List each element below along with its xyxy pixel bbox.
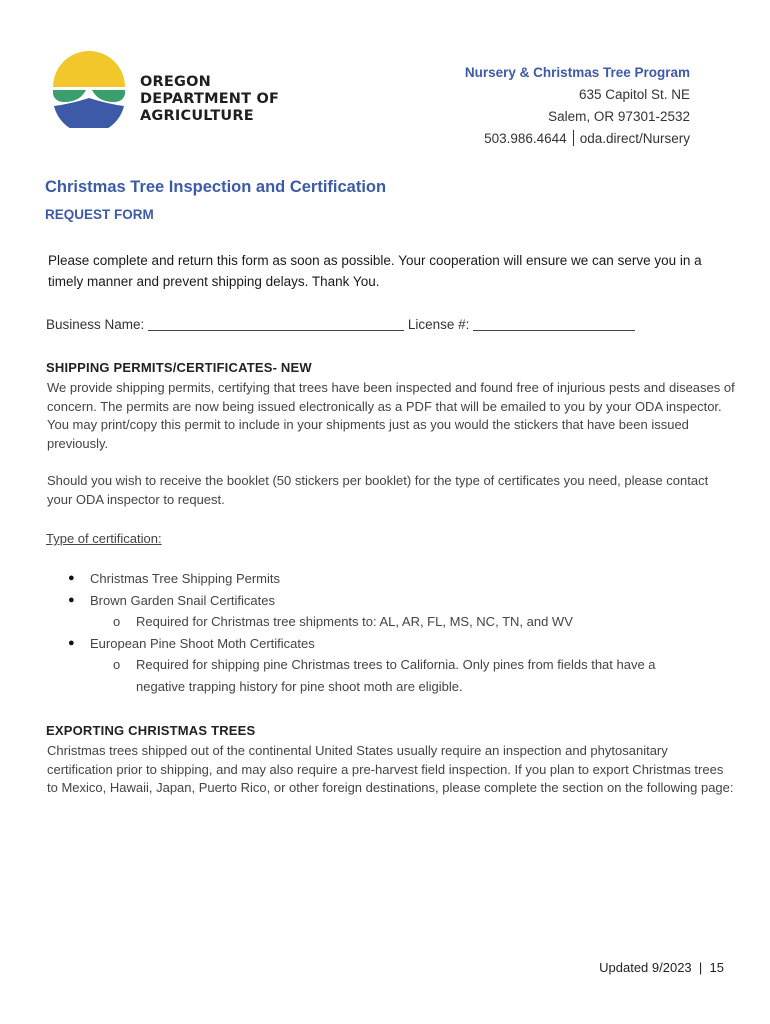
- logo-line-3: AGRICULTURE: [140, 108, 254, 124]
- shipping-paragraph-2: Should you wish to receive the booklet (50 stickers per booklet) for the type of certificates you need, please contact your ODA inspector to request.: [47, 473, 709, 507]
- city-address: Salem, OR 97301-2532: [548, 109, 690, 124]
- business-name-field[interactable]: [148, 316, 404, 331]
- bullet-icon: ●: [68, 572, 75, 584]
- intro-paragraph: Please complete and return this form as soon as possible. Your cooperation will ensure we can serve you in a timely manner and prevent shipping delays. Thank You.: [48, 253, 702, 289]
- page-number: 15: [709, 960, 724, 975]
- bullet-icon: ●: [68, 593, 75, 606]
- sub-list-item-label: negative trapping history for pine shoot moth are eligible.: [136, 678, 463, 694]
- list-item-label: Christmas Tree Shipping Permits: [90, 571, 281, 586]
- form-subtitle: REQUEST FORM: [45, 207, 154, 222]
- logo-wordmark: [140, 74, 279, 125]
- list-item-label: European Pine Shoot Moth Certificates: [90, 635, 315, 651]
- certification-type-label: Type of certification:: [46, 531, 162, 546]
- sub-list-item-label: Required for shipping pine Christmas trees to California. Only pines from fields that have a: [136, 657, 656, 672]
- page-footer: [599, 960, 724, 975]
- program-name: Nursery & Christmas Tree Program: [464, 65, 690, 80]
- oda-emblem-icon: [50, 50, 128, 128]
- logo-line-2: DEPARTMENT OF: [140, 91, 280, 107]
- footer-divider: |: [695, 960, 706, 975]
- business-name-label: Business Name:: [46, 317, 145, 332]
- form-title: Christmas Tree Inspection and Certification: [45, 178, 387, 196]
- bullet-icon: ●: [68, 636, 75, 649]
- list-item: [66, 568, 656, 590]
- circle-bullet-icon: o: [113, 657, 121, 672]
- shipping-paragraph-1: We provide shipping permits, certifying that trees have been inspected and found free of injurious pests and diseases of concern. The permits are now being issued electronically as a PDF that will be emailed to you by your ODA inspector. You may print/copy this permit to include in your shipments just as you would the stickers that have been issued previously.: [47, 380, 735, 451]
- oda-logo: [50, 50, 290, 128]
- sub-list-item-continuation: [66, 676, 656, 698]
- divider: [573, 130, 574, 146]
- list-item: [66, 633, 656, 655]
- exporting-heading: EXPORTING CHRISTMAS TREES: [46, 723, 256, 738]
- address-block: [465, 62, 690, 150]
- sub-list-item-label: Required for Christmas tree shipments to: AL, AR, FL, MS, NC, TN, and WV: [136, 614, 573, 629]
- certification-list: [66, 568, 656, 697]
- list-item-label: Brown Garden Snail Certificates: [90, 592, 275, 608]
- street-address: 635 Capitol St. NE: [578, 87, 690, 102]
- circle-bullet-icon: o: [113, 614, 121, 629]
- business-info-line: [46, 316, 635, 332]
- updated-date: Updated 9/2023: [599, 960, 692, 975]
- exporting-paragraph: Christmas trees shipped out of the continental United States usually require an inspection and phytosanitary certification prior to shipping, and may also require a pre-harvest field inspection. If you plan to export Christmas trees to Mexico, Hawaii, Japan, Puerto Rico, or other foreign destinations, please complete the section on the following page:: [47, 743, 734, 795]
- license-field[interactable]: [473, 316, 635, 331]
- shipping-heading: SHIPPING PERMITS/CERTIFICATES- NEW: [46, 360, 312, 375]
- license-label: License #:: [407, 317, 470, 332]
- phone-number: 503.986.4644: [484, 131, 567, 146]
- contact-line: [465, 128, 690, 150]
- list-item: [66, 590, 656, 612]
- logo-line-1: OREGON: [140, 74, 211, 90]
- sub-list-item: [66, 611, 656, 633]
- sub-list-item: [66, 654, 656, 676]
- web-link[interactable]: oda.direct/Nursery: [579, 131, 690, 146]
